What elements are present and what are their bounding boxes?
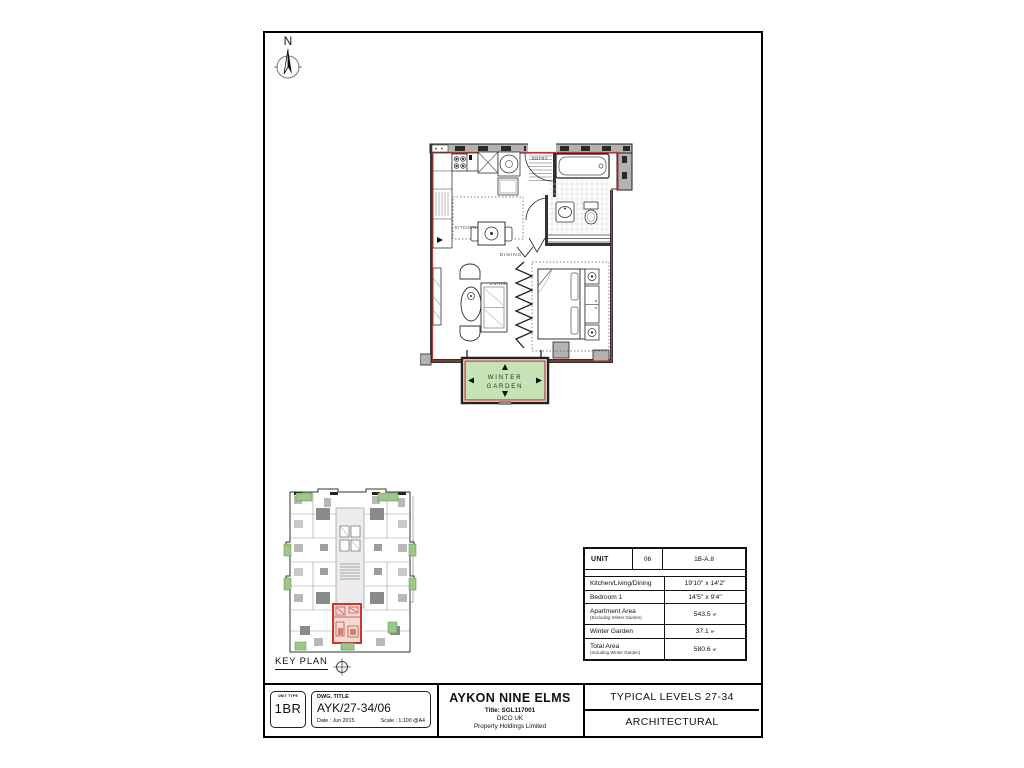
nightstand-top [585, 269, 599, 284]
key-plan [280, 486, 425, 672]
floor-plan [420, 138, 640, 408]
kitchen-sink [478, 152, 498, 173]
row-label: Winter Garden [590, 628, 633, 635]
row-value: 19'10" x 14'2" [684, 580, 726, 587]
unit-type-code: 1B-A.8 [694, 555, 714, 563]
dining-table [471, 222, 512, 245]
toilet [584, 202, 598, 224]
dining-label: DINING [499, 253, 523, 258]
row-unit: ft² [710, 629, 715, 634]
company-name-1: DICO UK [496, 714, 524, 722]
nightstand-bottom [585, 325, 599, 340]
table-row [585, 639, 745, 659]
row-value: 543.5 [693, 610, 711, 618]
unit-number: 06 [633, 549, 663, 569]
sofa [481, 283, 507, 332]
bathtub [556, 154, 609, 178]
winter-garden [462, 350, 548, 405]
coffee-table [461, 287, 481, 321]
bathroom-door-leaf [529, 238, 545, 252]
row-sublabel: (Including Winter Garden) [590, 650, 641, 655]
kitchen-label: KITCHEN [455, 225, 477, 230]
company-name-2: Property Holdings Limited [473, 722, 547, 730]
entry-label: ENTRY [531, 156, 549, 161]
row-label: Bedroom 1 [590, 593, 623, 601]
key-plan-title: KEY PLAN [275, 656, 328, 670]
living-label: LIVING [489, 281, 507, 286]
row-label: Total Area [590, 643, 620, 650]
stove [452, 154, 467, 171]
tall-cabinet [498, 178, 518, 195]
project-block [439, 686, 581, 734]
kitchen-cabinets [433, 153, 452, 248]
bathroom-counter-lines [548, 235, 610, 242]
unit-header-label: UNIT [585, 549, 633, 569]
north-label: N [283, 34, 293, 48]
table-row [585, 577, 745, 591]
unit-type-box [270, 691, 306, 728]
dwg-number: AYK/27-34/06 [317, 701, 391, 715]
dwg-scale: Scale : 1:100 @A4 [380, 718, 425, 724]
table-row [585, 591, 745, 604]
wardrobe [585, 286, 599, 323]
unit-type-box-header: UNIT TYPE [277, 694, 299, 698]
unit-data-table [583, 547, 747, 661]
bathroom-door-swing [526, 198, 548, 220]
row-unit: ft² [712, 611, 717, 617]
dwg-date: Date : Jun 2015 [317, 718, 355, 724]
key-plan-core [336, 508, 364, 608]
row-value: 580.6 [693, 645, 711, 653]
project-title-ref: Title: SGL117001 [484, 706, 536, 714]
winter-garden-label-line2: GARDEN [486, 384, 524, 390]
key-plan-highlighted-unit [333, 604, 361, 650]
unit-type-value: 1BR [274, 701, 302, 716]
armchair-bottom [460, 326, 480, 341]
table-spacer-row [585, 570, 745, 577]
table-row [585, 604, 745, 625]
armchair-top [460, 264, 480, 279]
row-label: Apartment Area [590, 608, 636, 615]
table-header-row [585, 549, 745, 570]
wall-tag [432, 145, 448, 152]
bathroom-vanity [556, 202, 574, 222]
discipline-label: ARCHITECTURAL [625, 716, 719, 729]
living-area [433, 264, 507, 341]
tv-console [433, 268, 441, 325]
table-row [585, 625, 745, 639]
row-value: 14'5" x 9'4" [688, 593, 722, 601]
bed [538, 269, 585, 339]
row-label: Kitchen/Living/Dining [590, 580, 652, 587]
dwg-title-header: DWG. TITLE [317, 694, 349, 700]
washer [498, 152, 520, 176]
curtain-zigzag [516, 262, 532, 348]
project-name: AYKON NINE ELMS [449, 690, 571, 705]
bedroom [532, 262, 609, 351]
levels-discipline-block [585, 685, 759, 734]
north-compass-icon [270, 32, 310, 86]
bathroom [526, 153, 610, 252]
row-unit: ft² [712, 646, 717, 652]
levels-label: TYPICAL LEVELS 27-34 [585, 685, 759, 711]
winter-garden-label-line1: WINTER [487, 375, 523, 381]
dwg-title-box [311, 691, 431, 728]
crosshair-icon [333, 658, 351, 676]
row-sublabel: (Excluding Winter Garden) [590, 615, 642, 620]
kitchen-counter-top [467, 153, 478, 171]
row-value: 37.1 [695, 628, 709, 635]
